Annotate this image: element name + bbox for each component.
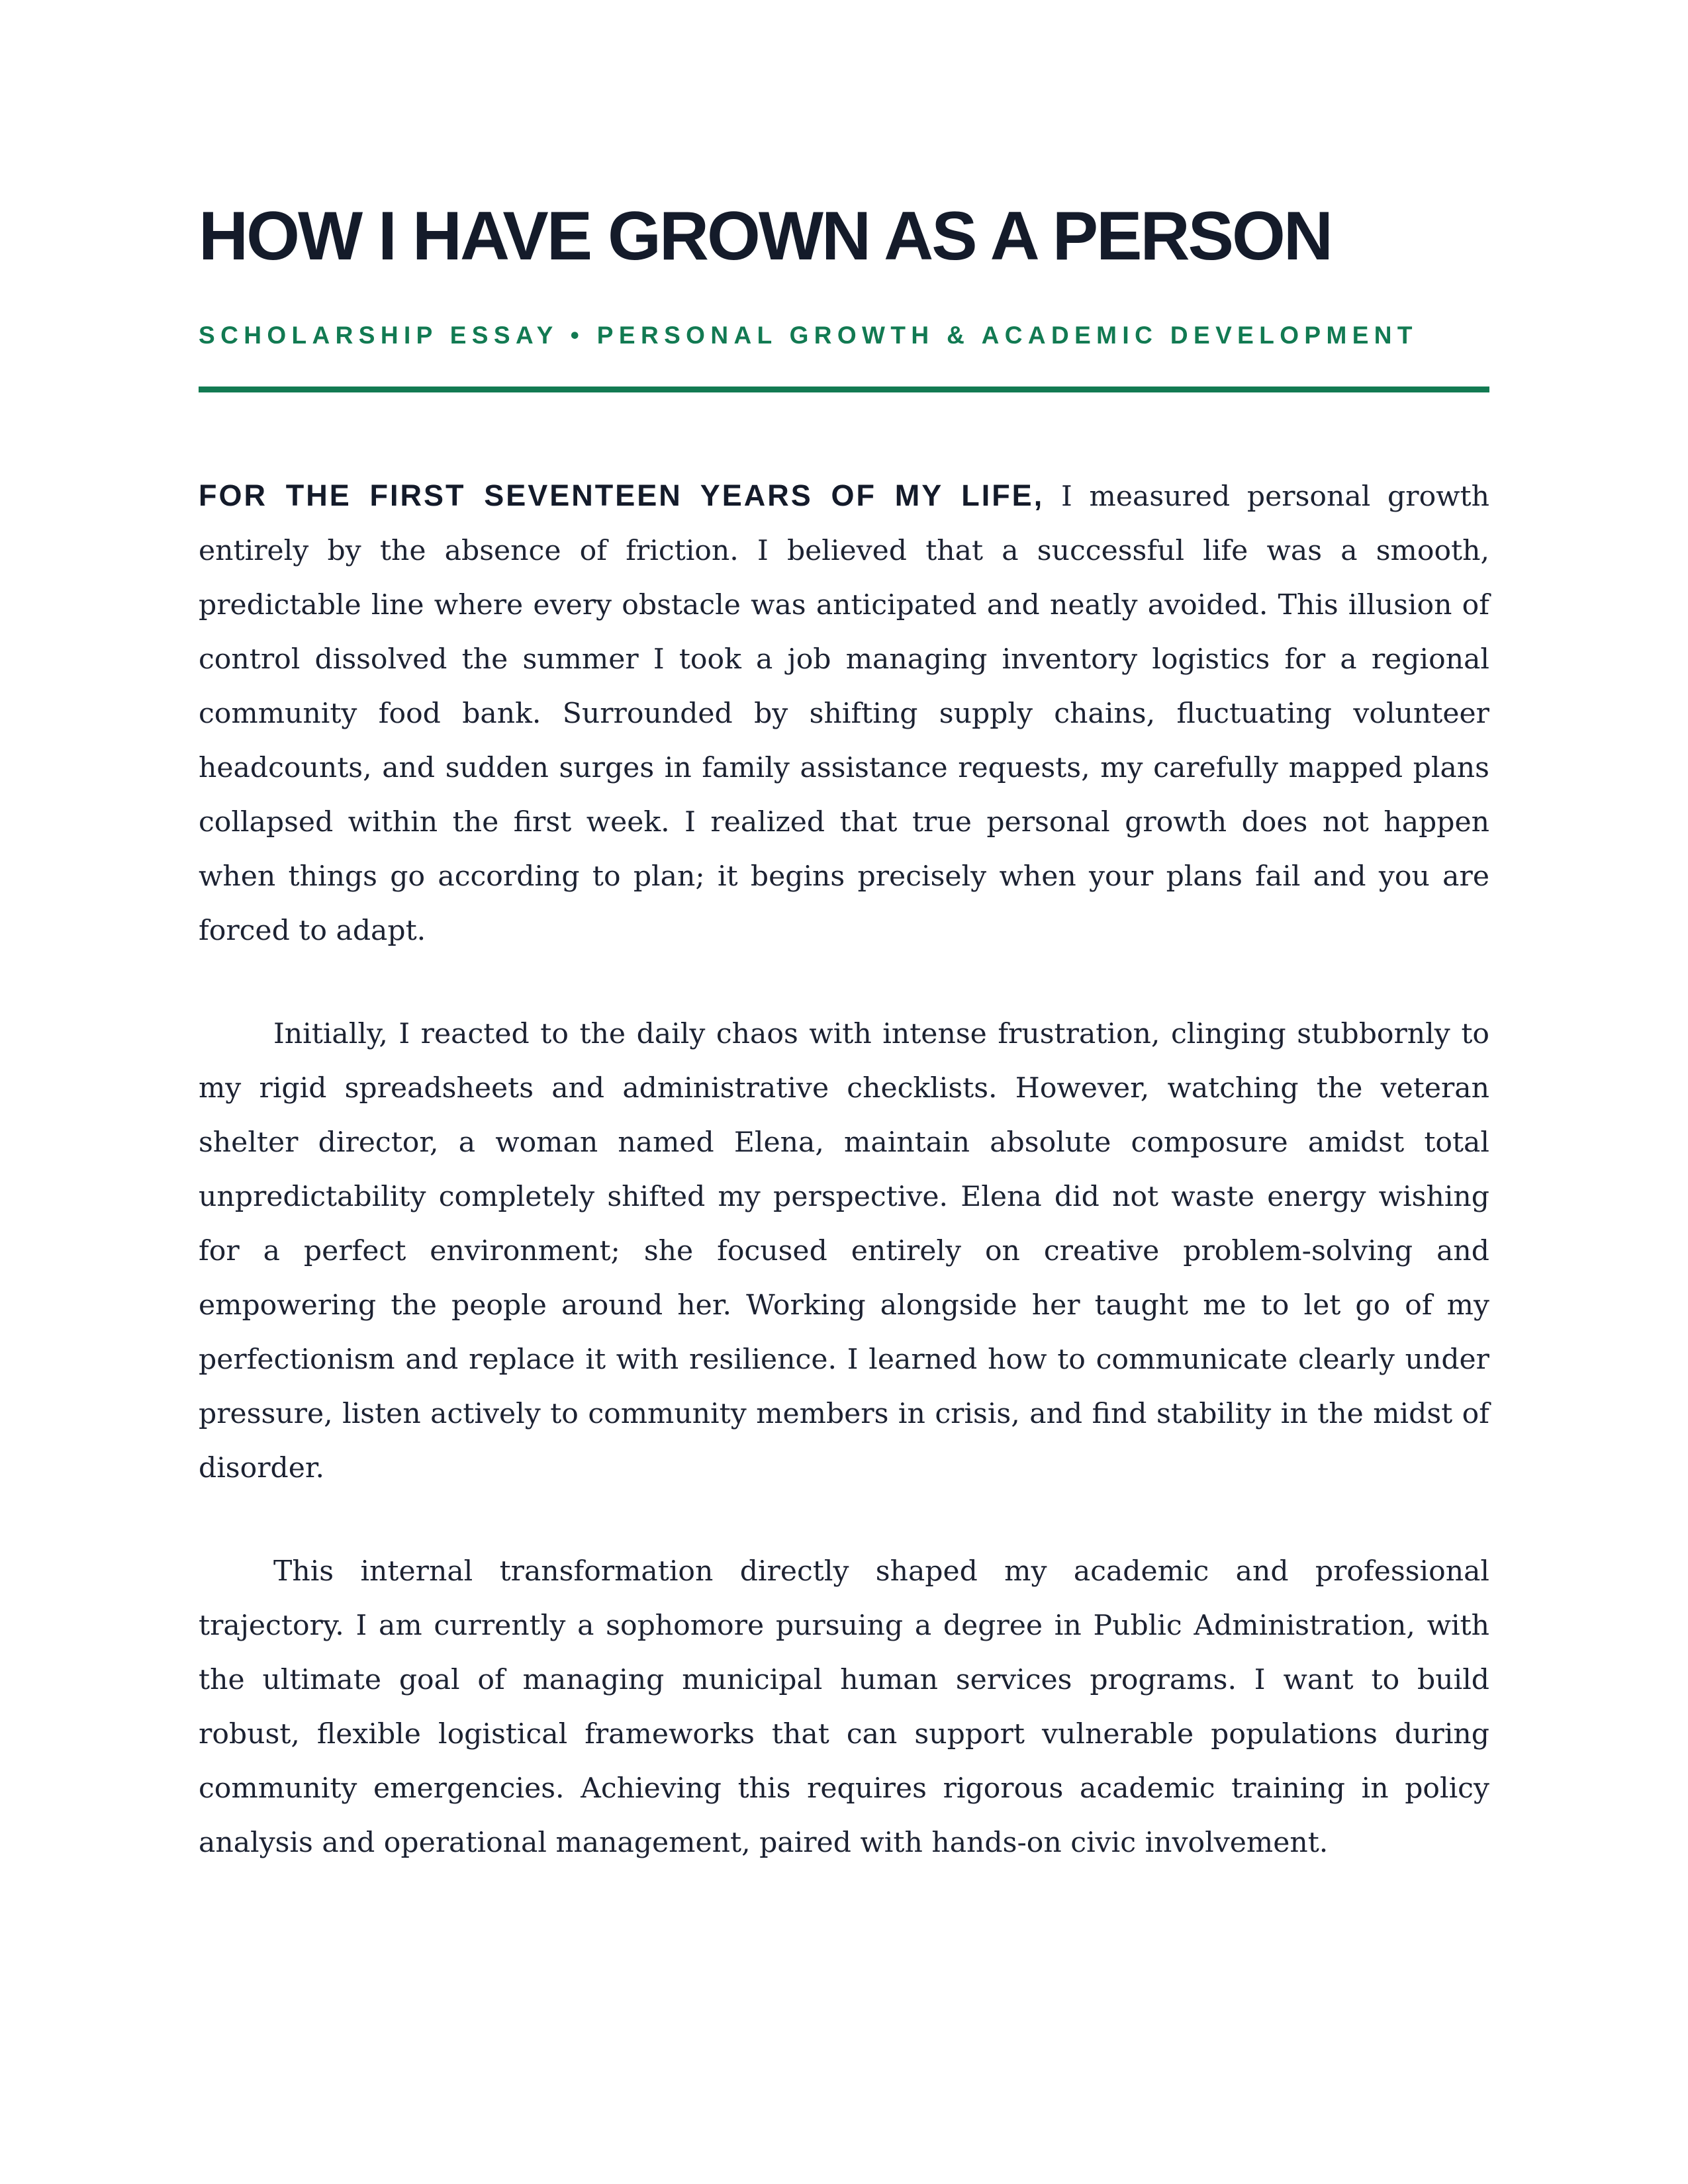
essay-page [199, 199, 1489, 1870]
page-title: HOW I HAVE GROWN AS A PERSON [199, 198, 1332, 275]
essay-paragraph-3: This internal transformation directly shaped my academic and professional trajectory. I am currently a sophomore pursuing a degree in Public Administration, with the ultimate goal of managing municipal human services programs. I want to build robust, flexible logistical frameworks that can support vulnerable populations during community emergencies. Achieving this requires rigorous academic training in policy analysis and operational management, paired with hands-on civic involvement. [199, 1555, 1489, 1860]
essay-paragraph-2: Initially, I reacted to the daily chaos with intense frustration, clinging stubbornly to my rigid spreadsheets and administrative checklists. However, watching the veteran shelter director, a woman named Elena, maintain absolute composure amidst total unpredictability completely shifted my perspective. Elena did not waste energy wishing for a perfect environment; she focused entirely on creative problem-solving and empowering the people around her. Working alongside her taught me to let go of my perfectionism and replace it with resilience. I learned how to communicate clearly under pressure, listen actively to community members in crisis, and find stability in the midst of disorder. [199, 1018, 1489, 1485]
paragraph-1-text: I measured personal growth entirely by the absence of friction. I believed that a successful life was a smooth, predictable line where every obstacle was anticipated and neatly avoided. This illusion of control dissolved the summer I took a job managing inventory logistics for a regional community food bank. Surrounded by shifting supply chains, fluctuating volunteer headcounts, and sudden surges in family assistance requests, my carefully mapped plans collapsed within the first week. I realized that true personal growth does not happen when things go according to plan; it begins precisely when your plans fail and you are forced to adapt. [199, 480, 1489, 948]
page-subtitle: SCHOLARSHIP ESSAY • PERSONAL GROWTH & ACADEMIC DEVELOPMENT [199, 322, 1418, 349]
essay-paragraph-1 [199, 469, 1489, 958]
paragraph-lead-in: FOR THE FIRST SEVENTEEN YEARS OF MY LIFE, [199, 478, 1045, 513]
title-divider [199, 387, 1489, 392]
